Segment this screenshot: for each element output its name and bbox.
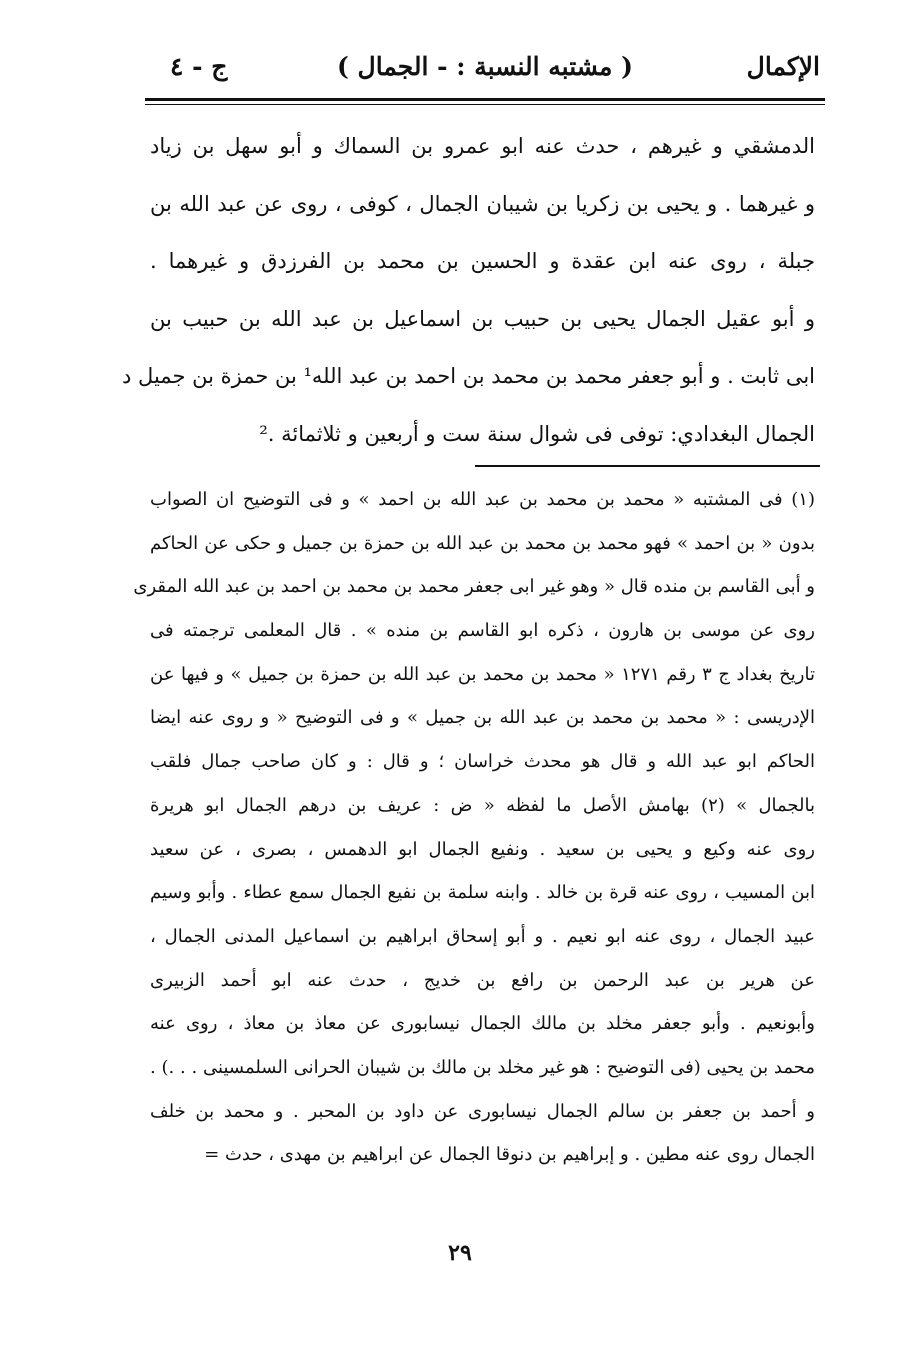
header-rule-thin [145, 104, 825, 105]
section-title: ( مشتبه النسبة : - الجمال ) [337, 52, 633, 81]
footnote-line: محمد بن يحيى (فى التوضيح : هو غير مخلد بن مالك بن شيبان الحرانى السلمسينى . . .) . [150, 1056, 815, 1078]
footnote-line: ابن المسيب ، روى عنه قرة بن خالد . وابنه سلمة بن نفيع الجمال سمع عطاء . وأبو وسيم [150, 882, 815, 904]
footnote-line: و أحمد بن جعفر بن سالم الجمال نيسابورى عن داود بن المحبر . و محمد بن خلف [150, 1100, 815, 1122]
footnote-line: بالجمال » (٢) بهامش الأصل ما لفظه « ض : عريف بن درهم الجمال ابو هريرة [150, 794, 816, 816]
footnote-line: وأبونعيم . وأبو جعفر مخلد بن مالك الجمال نيسابورى عن معاذ بن معاذ ، روى عنه [150, 1013, 815, 1035]
footnotes-block [133, 478, 816, 1177]
footnote-line: و أبى القاسم بن منده قال « وهو غير ابى جعفر محمد بن محمد بن احمد بن عبد الله المقرى [133, 576, 815, 598]
footnote-line: روى عن موسى بن هارون ، ذكره ابو القاسم بن منده » . قال المعلمى ترجمته فى [150, 620, 815, 642]
main-text-line: الجمال البغدادي: توفى فى شوال سنة ست و أربعين و ثلاثمائة .² [259, 421, 815, 446]
header-rule-thick [145, 98, 825, 101]
footnote-line: الإدريسى : « محمد بن محمد بن عبد الله بن جميل » و فى التوضيح « و روى عنه ايضا [150, 707, 815, 729]
running-header [150, 52, 820, 96]
volume-label: ج - ٤ [170, 52, 228, 81]
footnote-line: روى عنه وكيع و يحيى بن سعيد . ونفيع الجمال ابو الدهمس ، بصرى ، عن سعيد [150, 838, 815, 860]
main-text-body [122, 118, 815, 463]
main-text-line: الدمشقي و غيرهم ، حدث عنه ابو عمرو بن السماك و أبو سهل بن زياد [150, 134, 815, 158]
book-title: الإكمال [746, 52, 820, 81]
footnote-line: عن هرير بن عبد الرحمن بن رافع بن خديج ، حدث عنه ابو أحمد الزبيرى [150, 969, 815, 991]
footnote-line: الجمال روى عنه مطين . و إبراهيم بن دنوقا الجمال عن ابراهيم بن مهدى ، حدث = [204, 1144, 815, 1166]
footnote-line: عبيد الجمال ، روى عنه ابو نعيم . و أبو إسحاق ابراهيم بن اسماعيل المدنى الجمال ، [150, 925, 815, 947]
footnote-line: بدون « بن احمد » فهو محمد بن محمد بن عبد الله بن حمزة بن جميل و حكى عن الحاكم [150, 532, 815, 554]
main-text-line: ابى ثابت . و أبو جعفر محمد بن محمد بن احمد بن عبد الله¹ بن حمزة بن جميل د [122, 364, 815, 388]
page-number: ٢٩ [448, 1240, 472, 1266]
main-text-line: جبلة ، روى عنه ابن عقدة و الحسين بن محمد بن الفرزدق و غيرهما . [150, 249, 815, 273]
footnote-separator [475, 465, 820, 467]
main-text-line: و غيرهما . و يحيى بن زكريا بن شيبان الجمال ، كوفى ، روى عن عبد الله بن [150, 191, 815, 216]
main-text-line: و أبو عقيل الجمال يحيى بن حبيب بن اسماعيل بن عبد الله بن حبيب بن [150, 306, 815, 331]
footnote-line: (١) فى المشتبه « محمد بن محمد بن عبد الله بن احمد » و فى التوضيح ان الصواب [150, 489, 815, 510]
footnote-line: تاريخ بغداد ج ٣ رقم ١٢٧١ « محمد بن محمد بن عبد الله بن حمزة بن جميل » و فيها عن [150, 663, 815, 685]
footnote-line: الحاكم ابو عبد الله و قال هو محدث خراسان ؛ و قال : و كان صاحب جمال فلقب [150, 751, 815, 773]
